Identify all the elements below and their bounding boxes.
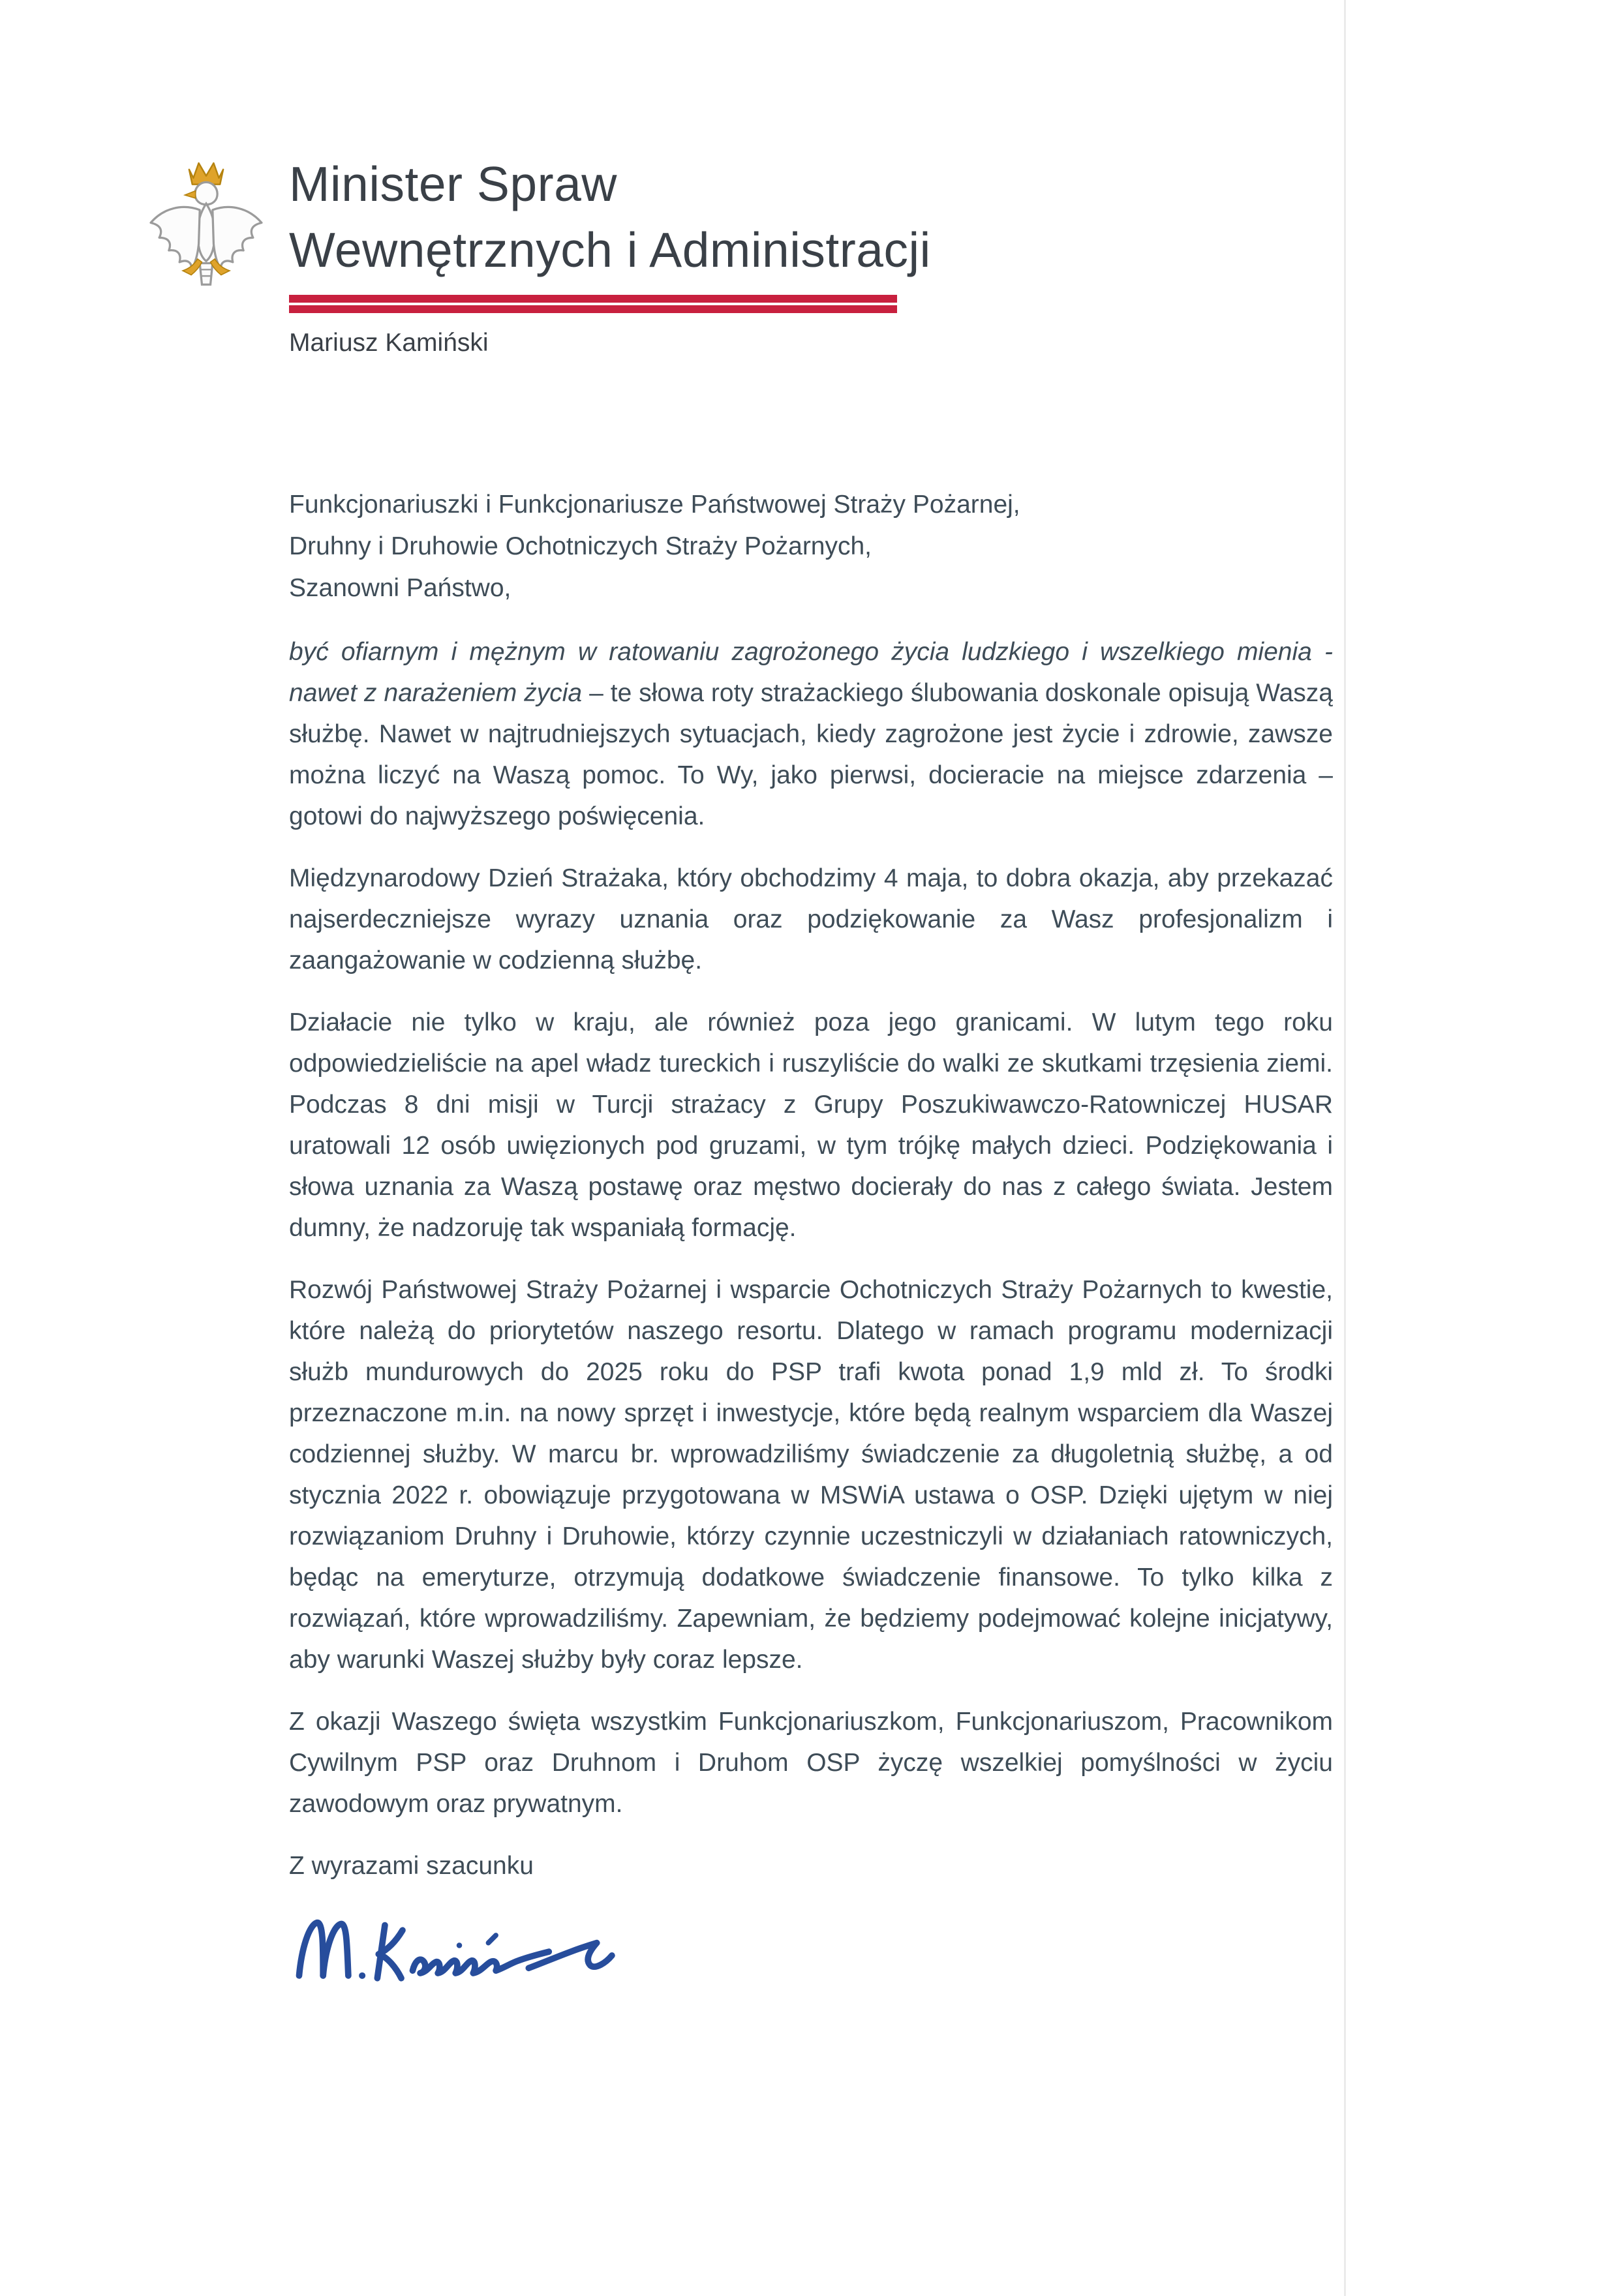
handwritten-signature	[289, 1909, 667, 2000]
coat-of-arms-eagle-icon	[142, 145, 270, 309]
letter-paragraph: Działacie nie tylko w kraju, ale również poza jego granicami. W lutym tego roku odpowiedzieliście na apel władz tureckich i ruszyliście do walki ze skutkami trzęsienia ziemi. Podczas 8 dni misji w Turcji strażacy z Grupy Poszukiwawczo-Ratowniczej HUSAR uratowali 12 osób uwięzionych pod gruzami, w tym trójkę małych dzieci. Podziękowania i słowa uznania za Waszą postawę oraz męstwo docierały do nas z całego świata. Jestem dumny, że nadzoruję tak wspaniałą formację.	[289, 1008, 1333, 1242]
salutation-line: Szanowni Państwo,	[289, 574, 511, 602]
flag-stripe-top	[289, 295, 897, 303]
oath-quote-italic: być ofiarnym i mężnym w ratowaniu zagrożonego życia ludzkiego i wszelkiego mienia - nawet z narażeniem życia	[289, 638, 1333, 707]
letter-paragraph: Z okazji Waszego święta wszystkim Funkcjonariuszkom, Funkcjonariuszom, Pracownikom Cywilnym PSP oraz Druhnom i Druhom OSP życzę wszelkiej pomyślności w życiu zawodowym oraz prywatnym.	[289, 1708, 1333, 1818]
letter-paragraph: Rozwój Państwowej Straży Pożarnej i wsparcie Ochotniczych Straży Pożarnych to kwestie, które należą do priorytetów naszego resortu. Dlatego w ramach programu modernizacji służb mundurowych do 2025 roku do PSP trafi kwota ponad 1,9 mld zł. To środki przeznaczone m.in. na nowy sprzęt i inwestycje, które będą realnym wsparciem dla Waszej codziennej służby. W marcu br. wprowadziliśmy świadczenie za długoletnią służbę, a od stycznia 2022 r. obowiązuje przygotowana w MSWiA ustawa o OSP. Dzięki ujętym w niej rozwiązaniom Druhny i Druhowie, którzy czynnie uczestniczyli w działaniach ratowniczych, będąc na emeryturze, otrzymują dodatkowe świadczenie finansowe. To tylko kilka z rozwiązań, które wprowadziliśmy. Zapewniam, że będziemy podejmować kolejne inicjatywy, aby warunki Waszej służby były coraz lepsze.	[289, 1276, 1333, 1674]
letter-paragraph: Międzynarodowy Dzień Strażaka, który obchodzimy 4 maja, to dobra okazja, aby przekazać najserdeczniejsze wyrazy uznania oraz podziękowanie za Wasz profesjonalizm i zaangażowanie w codzienną służbę.	[289, 864, 1333, 974]
ministry-title-line2: Wewnętrznych i Administracji	[289, 222, 931, 277]
letter-body	[289, 484, 1333, 2000]
closing-line: Z wyrazami szacunku	[289, 1852, 534, 1880]
letter-paragraph-opening	[289, 631, 1333, 837]
minister-name: Mariusz Kamiński	[289, 329, 489, 357]
salutation-line: Druhny i Druhowie Ochotniczych Straży Pożarnych,	[289, 532, 872, 560]
salutation-block	[289, 484, 1333, 609]
ministry-title-line1: Minister Spraw	[289, 157, 617, 211]
letterhead-title-block	[289, 151, 941, 357]
flag-bar	[289, 295, 897, 313]
salutation-line: Funkcjonariuszki i Funkcjonariusze Państwowej Straży Pożarnej,	[289, 491, 1020, 519]
opening-paragraph-rest: – te słowa roty strażackiego ślubowania doskonale opisują Waszą służbę. Nawet w najtrudniejszych sytuacjach, kiedy zagrożone jest życie i zdrowie, zawsze można liczyć na Waszą pomoc. To Wy, jako pierwsi, docieracie na miejsce zdarzenia – gotowi do najwyższego poświęcenia.	[289, 679, 1333, 830]
flag-stripe-bottom	[289, 305, 897, 313]
scan-edge-artifact	[1344, 0, 1346, 2296]
